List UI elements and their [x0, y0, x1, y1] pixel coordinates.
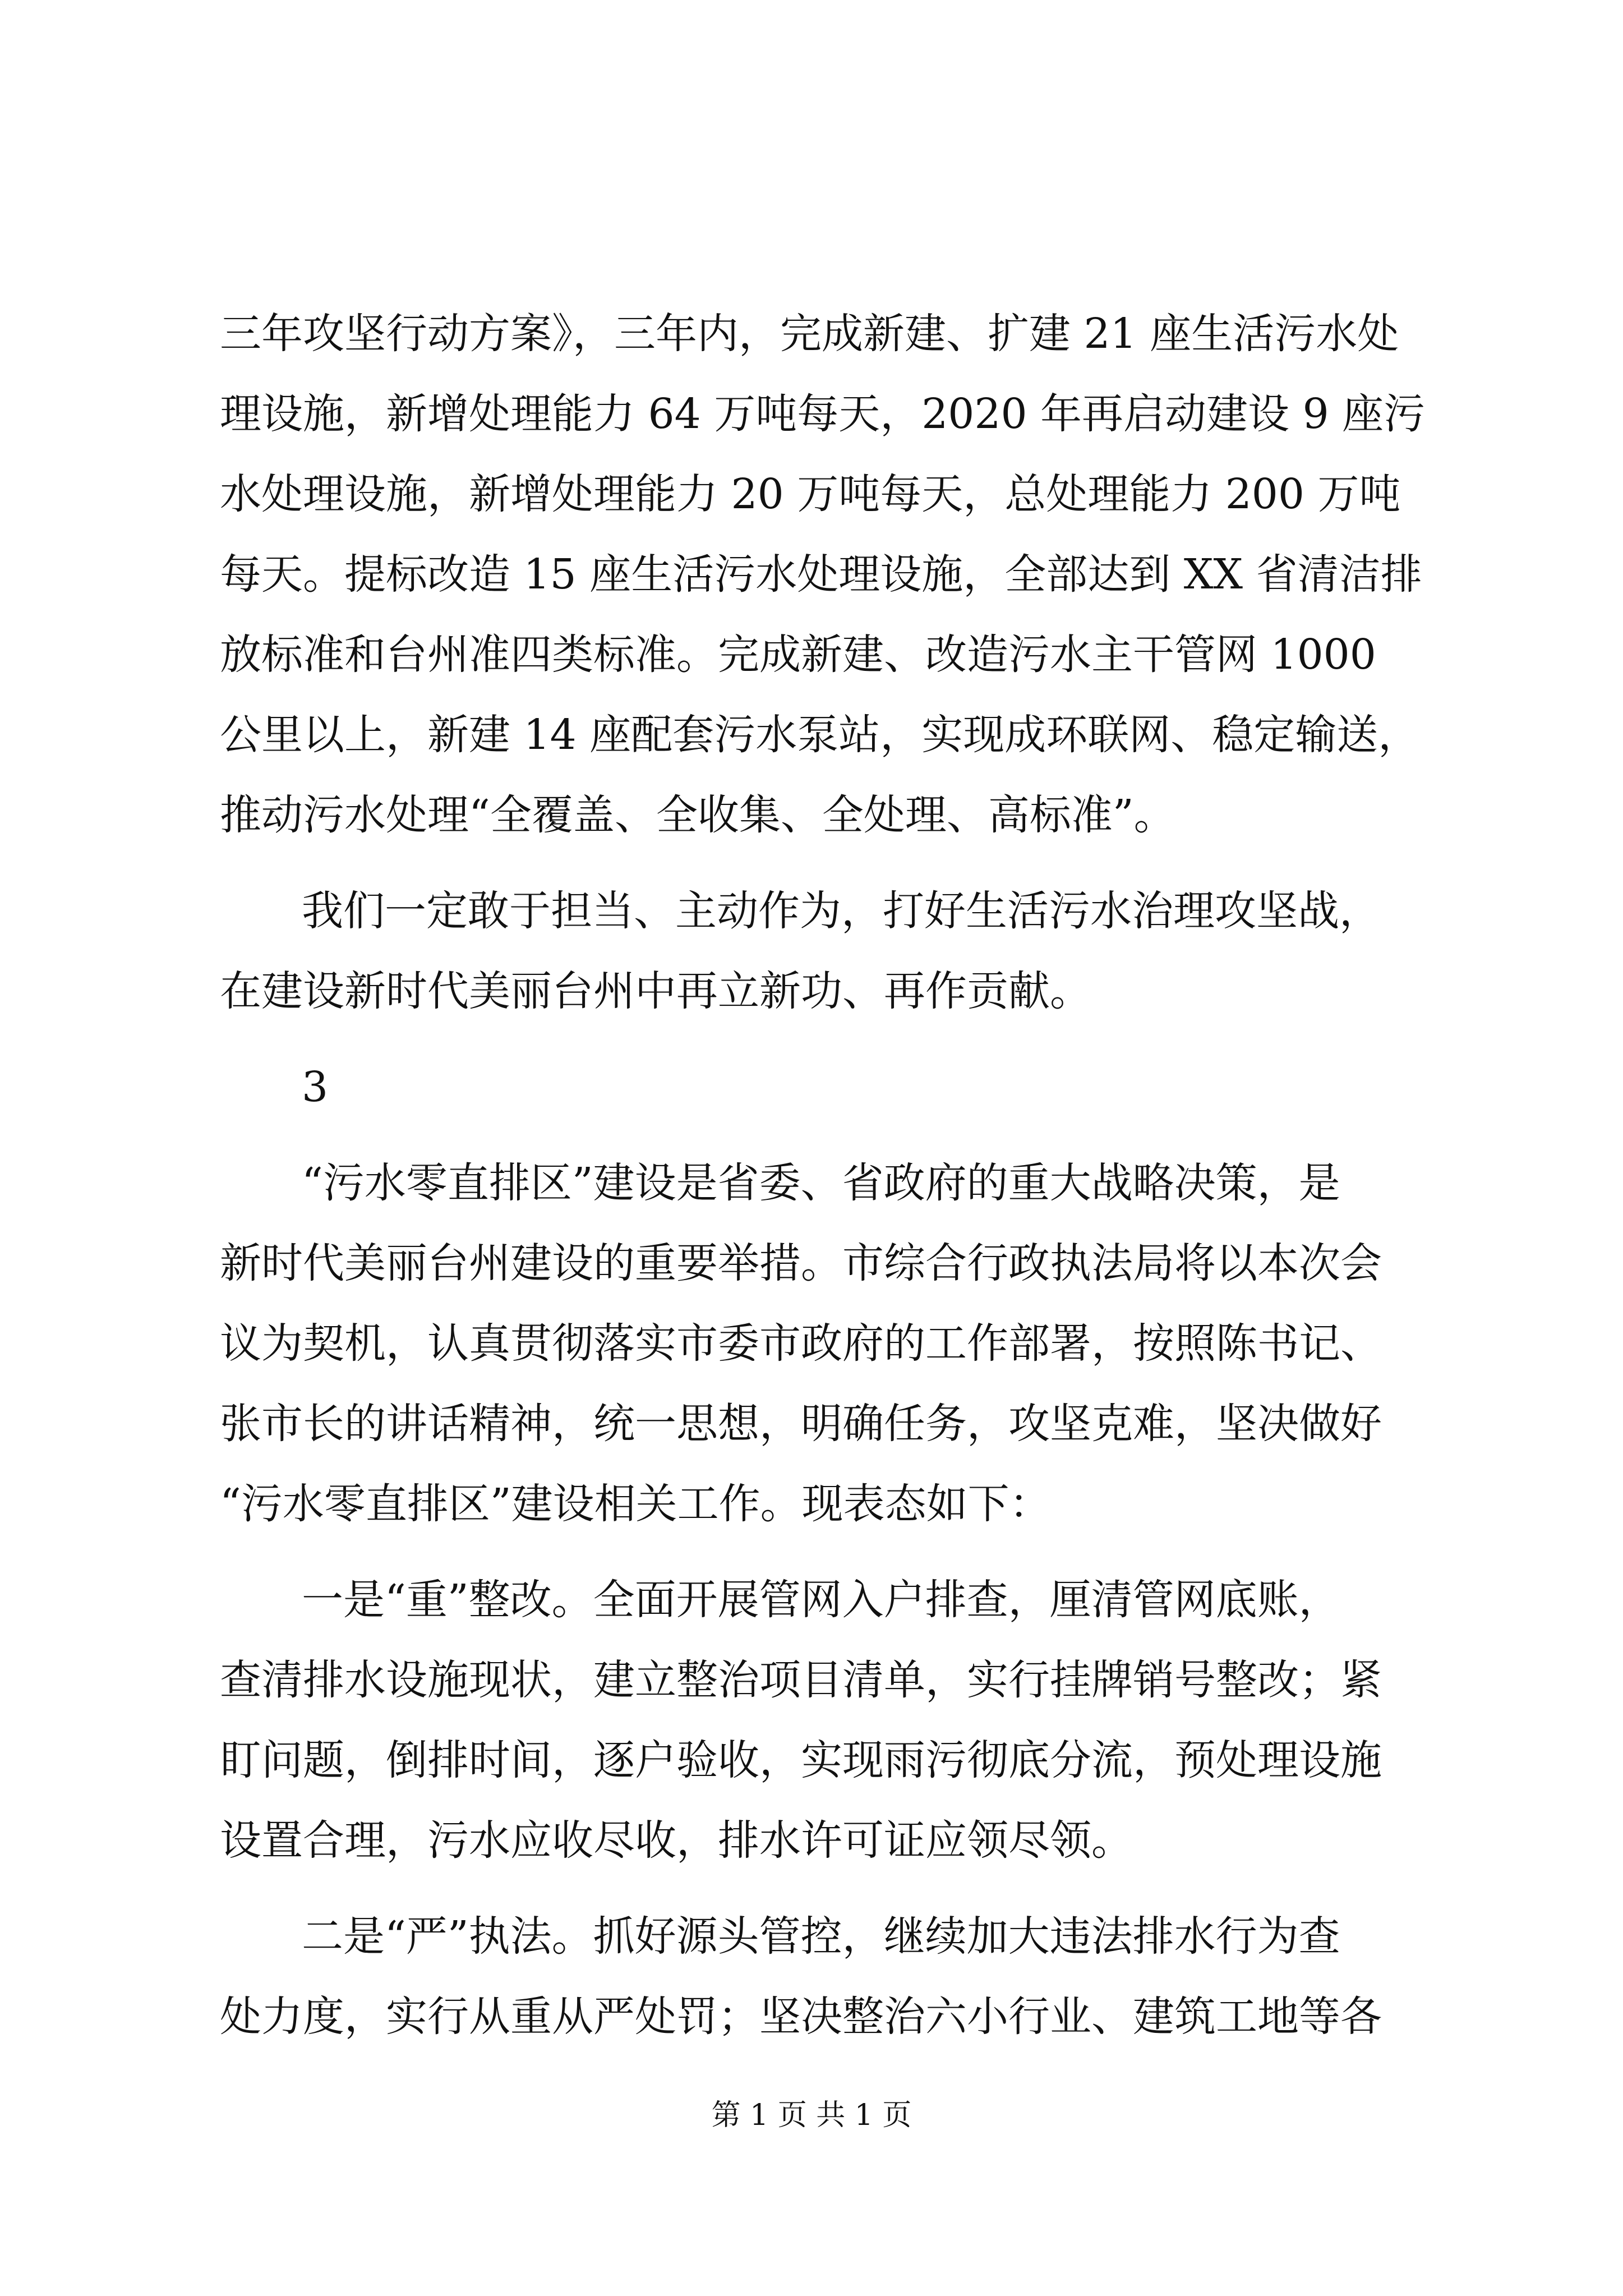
line-text: 盯问题，倒排时间，逐户验收，实现雨污彻底分流，预处理设施 — [220, 1736, 1382, 1784]
line-text: 三年攻坚行动方案》，三年内，完成新建、扩建 21 座生活污水处 — [220, 310, 1399, 358]
line-text: 3 — [302, 1063, 329, 1111]
line-text: 查清排水设施现状，建立整治项目清单，实行挂牌销号整改；紧 — [220, 1656, 1382, 1704]
line-text: 二是“严”执法。抓好源头管控，继续加大违法排水行为查 — [302, 1912, 1340, 1961]
text-line — [0, 776, 1623, 854]
line-text: 在建设新时代美丽台州中再立新功、再作贡献。 — [220, 967, 1091, 1015]
text-line — [0, 455, 1623, 533]
line-text: “污水零直排区”建设是省委、省政府的重大战略决策，是 — [302, 1159, 1340, 1207]
text-line — [0, 1977, 1623, 2056]
section-number — [0, 1048, 1623, 1126]
line-text: 处力度，实行从重从严处罚；坚决整治六小行业、建筑工地等各 — [220, 1993, 1382, 2041]
line-text: 一是“重”整改。全面开展管网入户排查，厘清管网底账， — [302, 1576, 1340, 1624]
text-line — [0, 872, 1623, 950]
line-text: 每天。提标改造 15 座生活污水处理设施，全部达到 XX 省清洁排 — [220, 550, 1422, 599]
text-line — [0, 535, 1623, 614]
text-line — [0, 1304, 1623, 1383]
line-text: 放标准和台州准四类标准。完成新建、改造污水主干管网 1000 — [220, 631, 1376, 679]
line-text: 议为契机，认真贯彻落实市委市政府的工作部署，按照陈书记、 — [220, 1319, 1382, 1368]
text-line — [0, 1721, 1623, 1800]
line-text: 新时代美丽台州建设的重要举措。市综合行政执法局将以本次会 — [220, 1239, 1382, 1287]
line-text: 理设施，新增处理能力 64 万吨每天，2020 年再启动建设 9 座污 — [220, 390, 1426, 438]
text-line — [0, 1801, 1623, 1880]
text-line — [0, 1144, 1623, 1222]
line-text: 公里以上，新建 14 座配套污水泵站，实现成环联网、稳定输送， — [220, 711, 1420, 759]
text-line — [0, 1384, 1623, 1463]
text-line — [0, 375, 1623, 453]
text-line — [0, 615, 1623, 694]
text-line — [0, 1897, 1623, 1976]
line-text: 设置合理，污水应收尽收，排水许可证应领尽领。 — [220, 1816, 1133, 1865]
text-line — [0, 1224, 1623, 1303]
page-footer: 第 1 页 共 1 页 — [711, 2099, 912, 2132]
text-line — [0, 696, 1623, 774]
line-text: 水处理设施，新增处理能力 20 万吨每天，总处理能力 200 万吨 — [220, 470, 1401, 518]
text-line — [0, 295, 1623, 373]
line-text: 我们一定敢于担当、主动作为，打好生活污水治理攻坚战， — [302, 887, 1381, 935]
text-line — [0, 1641, 1623, 1719]
line-text: “污水零直排区”建设相关工作。现表态如下： — [220, 1480, 1051, 1528]
text-line — [0, 952, 1623, 1030]
text-line — [0, 1561, 1623, 1639]
text-line — [0, 1465, 1623, 1543]
line-text: 张市长的讲话精神，统一思想，明确任务，攻坚克难，坚决做好 — [220, 1400, 1382, 1448]
line-text: 推动污水处理“全覆盖、全收集、全处理、高标准”。 — [220, 791, 1175, 839]
